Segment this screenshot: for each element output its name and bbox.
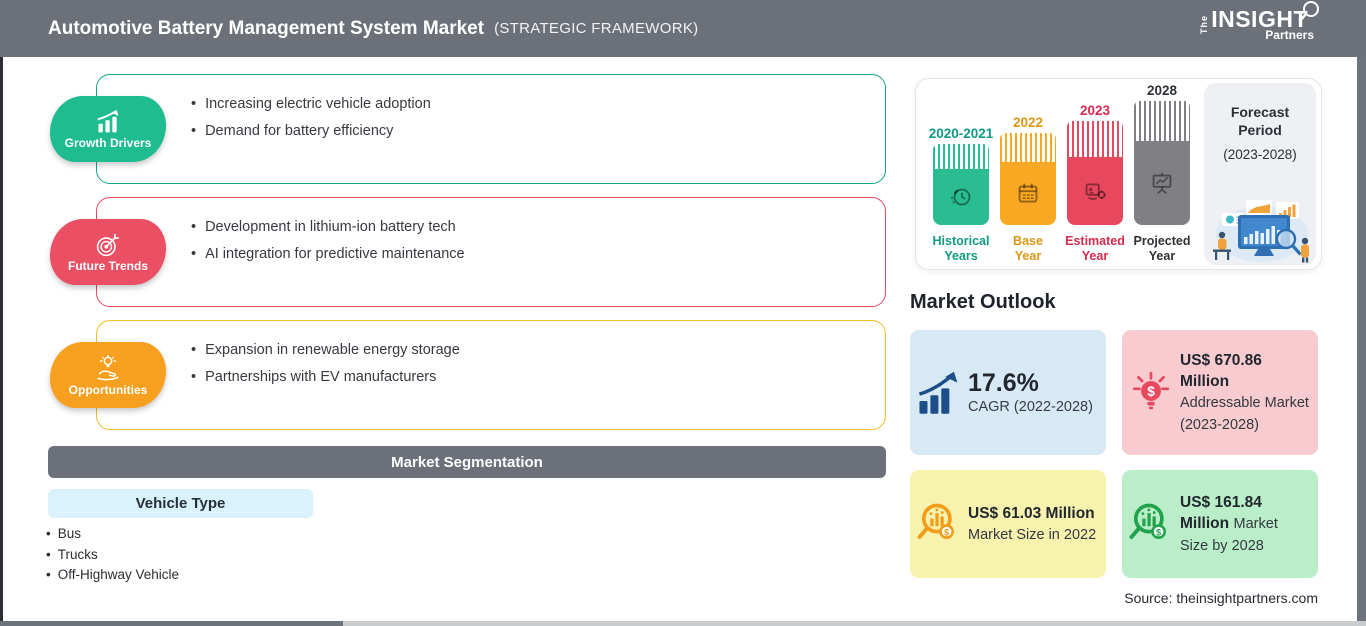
- cagr-value: 17.6%: [968, 369, 1039, 397]
- bar-body: [1000, 162, 1056, 225]
- bullet-item: • Partnerships with EV manufacturers: [191, 364, 460, 391]
- future-trends-bullets: [191, 214, 465, 268]
- opportunities-badge: [50, 342, 166, 408]
- timeline-bar-estimated: [1067, 103, 1123, 225]
- growth-drivers-badge: [50, 96, 166, 162]
- stat-value: US$ 61.03 Million: [968, 504, 1095, 522]
- forecast-period-range: (2023-2028): [1223, 147, 1297, 162]
- page-subtitle: (STRATEGIC FRAMEWORK): [494, 20, 699, 37]
- idea-dollar-icon: [1122, 370, 1180, 416]
- bar-body: [1134, 141, 1190, 225]
- stat-desc: Market Size by 2028: [1180, 515, 1278, 554]
- list-item: • Off-Highway Vehicle: [46, 565, 179, 586]
- horizontal-scrollbar-track[interactable]: [0, 621, 1366, 626]
- source-attribution: Source: theinsightpartners.com: [1124, 590, 1318, 606]
- timeline-caption-estimated: Estimated Year: [1065, 234, 1125, 263]
- bullet-item: • Demand for battery efficiency: [191, 118, 431, 145]
- stat-desc: Market Size in 2022: [968, 526, 1097, 543]
- timeline-year-label: 2020-2021: [928, 126, 994, 141]
- calendar-icon: [1013, 179, 1043, 209]
- market-outlook-heading: Market Outlook: [910, 291, 1056, 313]
- idea-hand-icon: [94, 354, 122, 382]
- estimate-calculator-icon: [1080, 176, 1110, 206]
- market-size-2022-card: [910, 470, 1106, 578]
- cagr-desc: CAGR (2022-2028): [968, 399, 1093, 415]
- logo-the-text: The: [1199, 15, 1210, 35]
- bullet-item: • Expansion in renewable energy storage: [191, 337, 460, 364]
- timeline-caption-projected: Projected Year: [1133, 234, 1191, 263]
- future-trends-label: Future Trends: [67, 258, 148, 273]
- bullet-item: • AI integration for predictive maintenance: [191, 241, 465, 268]
- bullet-item: • Increasing electric vehicle adoption: [191, 91, 431, 118]
- bar-stripes: [1134, 101, 1190, 141]
- history-clock-icon: [946, 182, 976, 212]
- forecast-period-panel: [1204, 83, 1316, 265]
- future-trends-badge: [50, 219, 166, 285]
- addressable-market-text: [1180, 350, 1318, 436]
- bar-chart-growth-icon: [94, 109, 122, 135]
- stat-desc: Addressable Market (2023-2028): [1180, 394, 1309, 433]
- svg-text:$: $: [1147, 383, 1155, 399]
- bullet-item: • Development in lithium-ion battery tech: [191, 214, 465, 241]
- timeline-year-label: 2028: [1146, 83, 1178, 98]
- projection-screen-icon: [1147, 168, 1177, 198]
- timeline-year-label: 2022: [1012, 115, 1044, 130]
- logo-insight-text: INSIGHT: [1211, 8, 1308, 30]
- forecast-timeline-card: [915, 78, 1322, 270]
- logo-partners-text: Partners: [1265, 28, 1314, 42]
- svg-text:$: $: [1156, 527, 1162, 538]
- timeline-year-label: 2023: [1079, 103, 1111, 118]
- magnifier-logo-icon: [1298, 0, 1322, 24]
- market-size-2022-text: [968, 503, 1106, 546]
- stat-value: US$ 670.86 Million: [1180, 351, 1262, 390]
- header-bar: [0, 0, 1366, 57]
- list-item: • Bus: [46, 524, 179, 545]
- vehicle-type-chip: [48, 489, 313, 518]
- vertical-scrollbar[interactable]: [1357, 57, 1366, 621]
- growth-drivers-box: [64, 74, 886, 184]
- cagr-text: [968, 370, 1106, 415]
- future-trends-box: [67, 197, 886, 307]
- vehicle-type-list: [46, 524, 179, 586]
- svg-text:$: $: [944, 527, 950, 538]
- bar-stripes: [1000, 133, 1056, 162]
- vehicle-type-label: Vehicle Type: [135, 495, 226, 512]
- bar-stripes: [933, 144, 989, 169]
- timeline-bar-historical: [928, 126, 994, 225]
- growth-chart-icon: [910, 370, 968, 416]
- horizontal-scrollbar-thumb[interactable]: [0, 621, 343, 626]
- stat-value: US$ 161.84 Million: [1180, 493, 1262, 532]
- cagr-card: [910, 330, 1106, 455]
- bar-body: [1067, 157, 1123, 225]
- growth-drivers-bullets: [191, 91, 431, 145]
- timeline-caption-historical: Historical Years: [932, 234, 990, 263]
- insight-partners-logo: [1199, 6, 1314, 42]
- bar-body: [933, 169, 989, 225]
- bar-stripes: [1067, 121, 1123, 157]
- page-title: Automotive Battery Management System Market: [48, 17, 485, 39]
- analysts-illustration: [1208, 189, 1312, 263]
- magnifier-chart-orange-icon: [910, 499, 968, 549]
- timeline-bar-base: [1000, 115, 1056, 225]
- list-item: • Trucks: [46, 545, 179, 566]
- magnifier-chart-green-icon: [1122, 499, 1180, 549]
- opportunities-box: [68, 320, 886, 430]
- market-size-2028-card: [1122, 470, 1318, 578]
- target-dart-icon: [94, 232, 122, 258]
- market-segmentation-title: Market Segmentation: [391, 453, 543, 471]
- market-segmentation-bar: [48, 446, 886, 478]
- market-size-2028-text: [1180, 492, 1318, 557]
- forecast-period-title: Forecast Period: [1230, 104, 1290, 138]
- opportunities-bullets: [191, 337, 460, 391]
- addressable-market-card: [1122, 330, 1318, 455]
- timeline-caption-base: Base Year: [1013, 234, 1043, 263]
- window-left-edge: [0, 57, 3, 621]
- timeline-bar-projected: [1134, 83, 1190, 225]
- growth-drivers-label: Growth Drivers: [64, 135, 152, 150]
- opportunities-label: Opportunities: [68, 382, 148, 397]
